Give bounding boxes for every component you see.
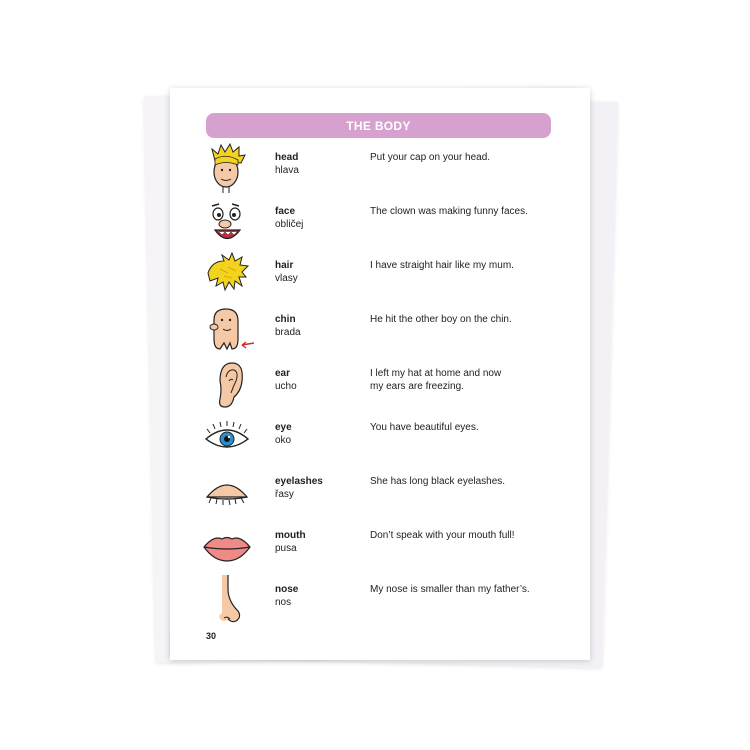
word-translation: obličej (275, 219, 304, 230)
mouth-icon (198, 521, 256, 575)
word-translation: hlava (275, 165, 299, 176)
worksheet-page (170, 88, 590, 660)
ear-icon (198, 359, 256, 413)
example-sentence: I left my hat at home and now my ears are freezing. (370, 368, 502, 392)
chin-icon (198, 305, 256, 359)
example-sentence: I have straight hair like my mum. (370, 260, 514, 271)
example-sentence: My nose is smaller than my father’s. (370, 584, 530, 595)
eye-icon (198, 413, 256, 467)
word-translation: vlasy (275, 273, 298, 284)
example-sentence: You have beautiful eyes. (370, 422, 479, 433)
word-english: face (275, 206, 296, 217)
word-english: mouth (275, 530, 306, 541)
word-english: nose (275, 584, 299, 595)
example-sentence: Put your cap on your head. (370, 152, 491, 163)
nose-icon (198, 575, 256, 629)
hair-icon (198, 251, 256, 305)
head-icon (198, 143, 256, 197)
list-item (170, 583, 590, 637)
page-title: THE BODY (206, 113, 551, 138)
word-english: eyelashes (275, 476, 323, 487)
example-sentence: He hit the other boy on the chin. (370, 314, 512, 325)
word-english: chin (275, 314, 296, 325)
example-sentence: Don’t speak with your mouth full! (370, 530, 515, 541)
word-english: eye (275, 422, 292, 433)
word-translation: brada (275, 327, 301, 338)
word-translation: pusa (275, 543, 297, 554)
word-english: ear (275, 368, 291, 379)
word-translation: ucho (275, 381, 297, 392)
word-english: hair (275, 260, 294, 271)
word-english: head (275, 152, 299, 163)
page-number: 30 (206, 631, 217, 641)
example-sentence: The clown was making funny faces. (370, 206, 528, 217)
word-translation: řasy (275, 489, 294, 500)
example-sentence: She has long black eyelashes. (370, 476, 506, 487)
eyelashes-icon (198, 467, 256, 521)
face-icon (198, 197, 256, 251)
word-translation: oko (275, 435, 292, 446)
word-translation: nos (275, 597, 292, 608)
